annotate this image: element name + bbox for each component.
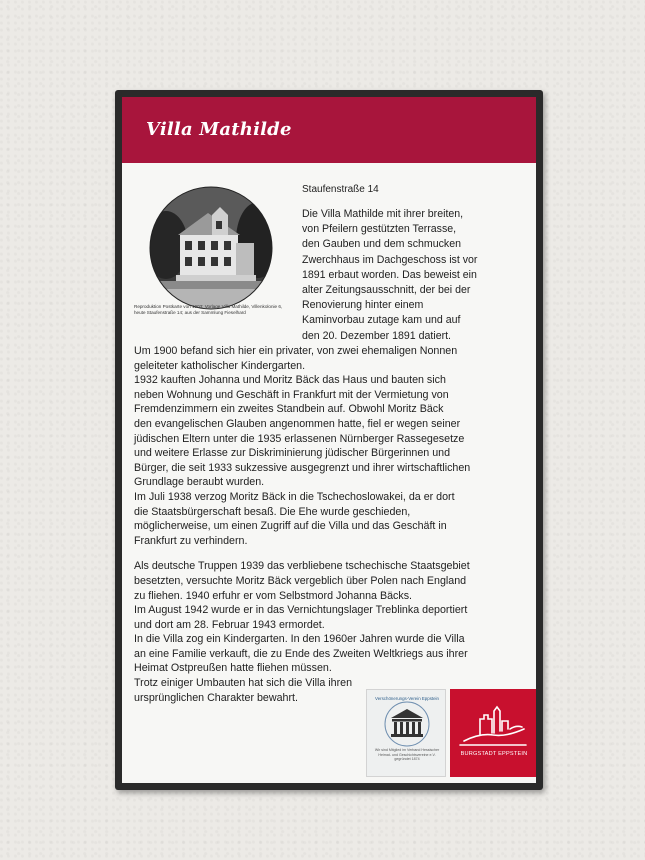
intro-line: 1891 erbaut worden. Das beweist ein: [302, 268, 477, 281]
intro-line: Die Villa Mathilde mit ihrer breiten,: [302, 208, 464, 220]
info-sign: [122, 97, 536, 783]
body-line: Trotz einiger Umbauten hat sich die Villa ihren: [134, 677, 353, 690]
body-line: Fremdenzimmern ein zweites Standbein auf. Obwohl Moritz Bäck: [134, 403, 444, 416]
body-line: Im August 1942 wurde er in das Vernichtungslager Treblinka deportiert: [134, 604, 468, 617]
castle-icon: [450, 693, 536, 753]
sign-title: Villa Mathilde: [146, 119, 292, 140]
photo-caption: Reproduktion Postkarte von 1903; Vorlage Villa Mathilde, Villenkolonie 6, heute Staufenstraße 14; aus der Sammlung Fieselhard: [134, 304, 283, 315]
body-line: Als deutsche Truppen 1939 das verbliebene tschechische Staatsgebiet: [134, 560, 470, 573]
body-line: ursprünglichen Charakter bewahrt.: [134, 691, 298, 704]
burgstadt-eppstein-logo: [450, 689, 536, 777]
body-line: Frankfurt zu verhindern.: [134, 534, 248, 547]
body-line: Bürger, die seit 1933 sukzessive ausgegrenzt und ihrer wirtschaftlichen: [134, 461, 471, 474]
body-line: an eine Familie verkauft, die zu Ende des Zweiten Weltkriegs aus ihrer: [134, 647, 468, 660]
body-line: Grundlage beraubt wurden.: [134, 476, 265, 489]
intro-line: den 20. Dezember 1891 datiert.: [302, 329, 451, 342]
body-line: Um 1900 befand sich hier ein privater, von zwei ehemaligen Nonnen: [134, 345, 458, 357]
address: Staufenstraße 14: [302, 184, 379, 195]
intro-paragraph: [302, 207, 522, 344]
verschoenerungsverein-logo: [366, 689, 446, 777]
intro-line: Renovierung hinter einem: [302, 299, 424, 312]
sign-header: [122, 97, 536, 163]
intro-line: Kaminvorbau zutage kam und auf: [302, 314, 461, 327]
body-line: und weitere Erlasse zur Diskriminierung jüdischer Bürgerinnen und: [134, 447, 451, 460]
logo-ring-text: Verschönerungs-Verein Eppstein: [375, 696, 439, 701]
intro-line: von Pfeilern gestützten Terrasse,: [302, 223, 457, 236]
body-line: und dort am 28. Februar 1943 ermordet.: [134, 618, 325, 631]
body-line: In die Villa zog ein Kindergarten. In den 1960er Jahren wurde die Villa: [134, 633, 465, 646]
intro-line: alter Zeitungsausschnitt, der bei der: [302, 284, 471, 297]
burgstadt-label: BURGSTADT EPPSTEIN: [460, 751, 528, 757]
body-line: Heimat Ostpreußen hatte fliehen müssen.: [134, 662, 332, 675]
body-line: die Staatsbürgerschaft besaß. Die Ehe wurde geschieden,: [134, 505, 411, 518]
body-line: möglicherweise, um einen Zugriff auf die Villa und das Geschäft in: [134, 520, 447, 533]
historic-photo: [148, 185, 274, 311]
intro-line: den Gauben und dem schmucken: [302, 238, 462, 251]
body-line: 1932 kauften Johanna und Moritz Bäck das Haus und bauten sich: [134, 374, 446, 387]
body-line: den evangelischen Glauben angenommen hatte, fiel er wegen seiner: [134, 417, 461, 430]
body-line: besetzten, versuchte Moritz Bäck vergeblich über Polen nach England: [134, 574, 467, 587]
body-line: neben Wohnung und Geschäft in Frankfurt mit der Vermietung von: [134, 388, 449, 401]
body-line: geleiteter katholischer Kindergarten.: [134, 359, 306, 372]
body-line: Im Juli 1938 verzog Moritz Bäck in die Tschechoslowakei, da er dort: [134, 490, 455, 503]
logo-subtext: Wir sind Mitglied im Verband Hessischer Heimat- und Geschichtsvereine e.V. gegründet 1874: [374, 748, 440, 761]
history-text: [134, 344, 529, 705]
body-line: zu fliehen. 1940 erfuhr er vom Selbstmord Johanna Bäcks.: [134, 589, 413, 602]
body-line: jüdischen Eltern unter die 1935 erlassenen Nürnberger Rassegesetze: [134, 432, 465, 445]
intro-line: Zwerchhaus im Dachgeschoss ist vor: [302, 253, 478, 266]
